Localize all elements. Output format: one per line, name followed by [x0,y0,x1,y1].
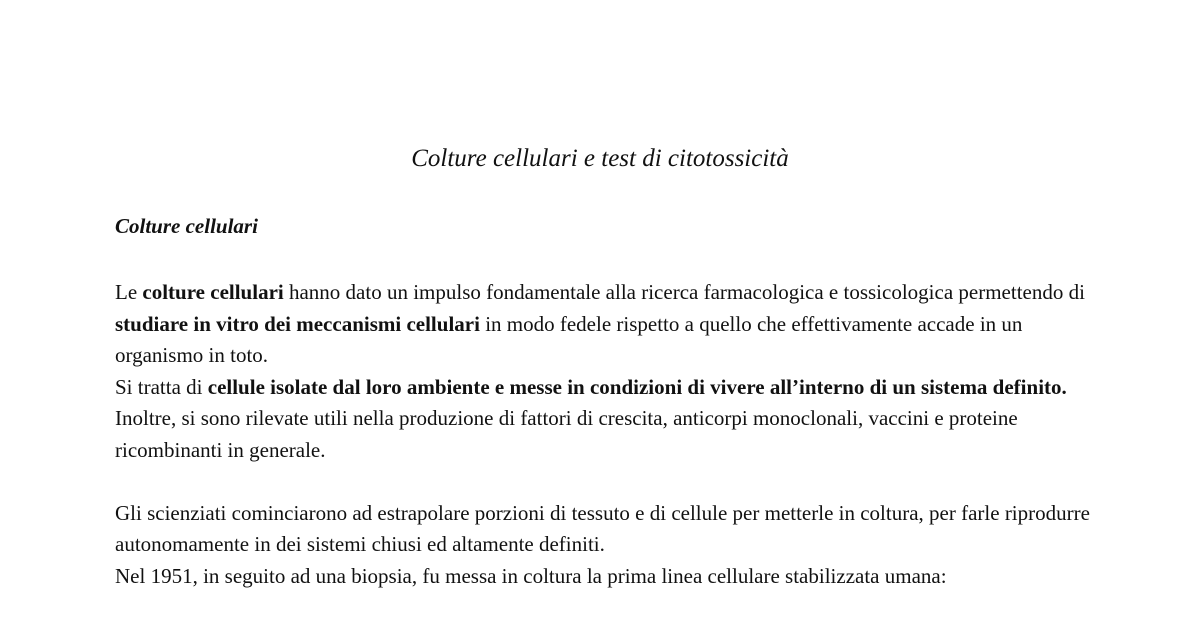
paragraph-applications: Inoltre, si sono rilevate utili nella produzione di fattori di crescita, anticorpi monoclonali, vaccini e proteine ricombinanti in generale. [115,406,1018,462]
paragraph-spacer [115,466,1115,498]
bold-text-run: colture cellulari [142,280,284,304]
paragraph-intro [115,277,1115,372]
paragraph-1951: Nel 1951, in seguito ad una biopsia, fu messa in coltura la prima linea cellulare stabilizzata umana: [115,563,947,588]
document-body [115,277,1115,592]
text-run: Si tratta di [115,374,208,399]
paragraph-definition [115,372,1115,404]
section-heading: Colture cellulari [115,214,258,238]
bold-text-run: studiare in vitro dei meccanismi cellulari [115,311,480,336]
document-title: Colture cellulari e test di citotossicità [411,145,789,172]
text-run: Le [115,280,143,304]
bold-text-run: cellule isolate dal loro ambiente e messe in condizioni di vivere all’interno di un sistema definito. [207,374,1067,399]
text-run: in modo fedele rispetto a quello che effettivamente accade in un organismo in toto. [115,311,1023,367]
paragraph-history: Gli scienziati cominciarono ad estrapolare porzioni di tessuto e di cellule per metterle in coltura, per farle riprodurre autonomamente in dei sistemi chiusi ed altamente definiti. [115,500,1090,556]
text-run: hanno dato un impulso fondamentale alla ricerca farmacologica e tossicologica permettendo di [283,280,1085,304]
